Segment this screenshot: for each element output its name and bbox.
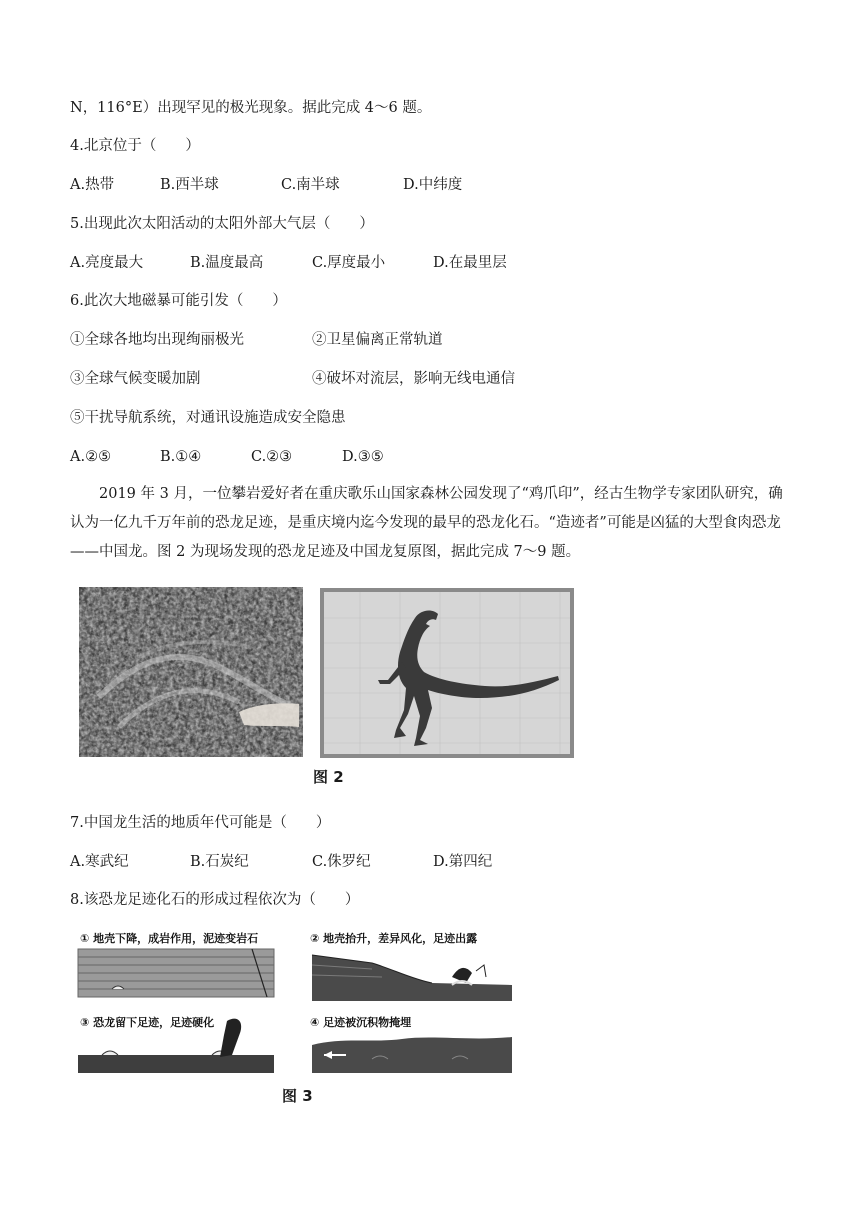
- dinosaur-foot-icon: [220, 1019, 241, 1057]
- passage-dinosaur: 2019 年 3 月，一位攀岩爱好者在重庆歌乐山国家森林公园发现了“鸡爪印”，经古生物学专家团队研究，确认为一亿九千万年前的恐龙足迹，是重庆境内迄今发现的最早的恐龙化石。“造迹者”可能是凶猛的大型食肉恐龙——中国龙。图 2 为现场发现的恐龙足迹及中国龙复原图，据此完成 7～9 题。: [70, 486, 783, 560]
- q5-option-b[interactable]: B.温度最高: [190, 255, 264, 271]
- panel-2: [310, 931, 512, 1001]
- q6-option-c[interactable]: C.②③: [251, 449, 293, 465]
- q5-stem: 5.出现此次太阳活动的太阳外部大气层（ ）: [70, 216, 374, 232]
- q7-option-d[interactable]: D.第四纪: [433, 854, 493, 870]
- q5-option-c[interactable]: C.厚度最小: [312, 255, 386, 271]
- figure3-caption: 图 3: [282, 1087, 313, 1105]
- panel-3: [78, 1015, 274, 1073]
- panel-2-label: ② 地壳抬升，差异风化，足迹出露: [310, 932, 478, 945]
- panel-4-label: ④ 足迹被沉积物掩埋: [310, 1016, 412, 1029]
- footprint-photo: [79, 587, 303, 757]
- panel-1: [78, 931, 274, 997]
- q4-option-c[interactable]: C.南半球: [281, 177, 340, 193]
- q6-option-b[interactable]: B.①④: [160, 449, 202, 465]
- q8-stem: 8.该恐龙足迹化石的形成过程依次为（ ）: [70, 892, 360, 908]
- q7-option-a[interactable]: A.寒武纪: [70, 854, 129, 870]
- q6-option-a[interactable]: A.②⑤: [70, 449, 112, 465]
- q4-option-d[interactable]: D.中纬度: [403, 177, 463, 193]
- q6-option-d[interactable]: D.③⑤: [342, 449, 384, 465]
- q6-item-2: ②卫星偏离正常轨道: [312, 332, 443, 348]
- q5-option-a[interactable]: A.亮度最大: [70, 255, 144, 271]
- q6-item-4: ④破坏对流层，影响无线电通信: [312, 371, 515, 387]
- q4-stem: 4.北京位于（ ）: [70, 138, 200, 154]
- q6-stem: 6.此次大地磁暴可能引发（ ）: [70, 293, 287, 309]
- panel-4: [310, 1015, 512, 1073]
- q4-option-b[interactable]: B.西半球: [160, 177, 219, 193]
- q6-item-1: ①全球各地均出现绚丽极光: [70, 332, 244, 348]
- q7-option-c[interactable]: C.侏罗纪: [312, 854, 371, 870]
- q6-item-5: ⑤干扰导航系统，对通讯设施造成安全隐患: [70, 410, 346, 426]
- q6-item-3: ③全球气候变暖加剧: [70, 371, 201, 387]
- intro-tail: N，116°E）出现罕见的极光现象。据此完成 4～6 题。: [70, 100, 432, 116]
- fossil-formation-diagram: [72, 925, 522, 1085]
- figure2-caption: 图 2: [313, 768, 344, 786]
- q7-stem: 7.中国龙生活的地质年代可能是（ ）: [70, 815, 331, 831]
- q5-option-d[interactable]: D.在最里层: [433, 255, 507, 271]
- q4-option-a[interactable]: A.热带: [70, 177, 115, 193]
- q7-option-b[interactable]: B.石炭纪: [190, 854, 249, 870]
- dinosaur-reconstruction-photo: [320, 588, 574, 758]
- panel-1-label: ① 地壳下降，成岩作用，泥迹变岩石: [80, 932, 259, 945]
- panel-3-label: ③ 恐龙留下足迹，足迹硬化: [80, 1016, 215, 1029]
